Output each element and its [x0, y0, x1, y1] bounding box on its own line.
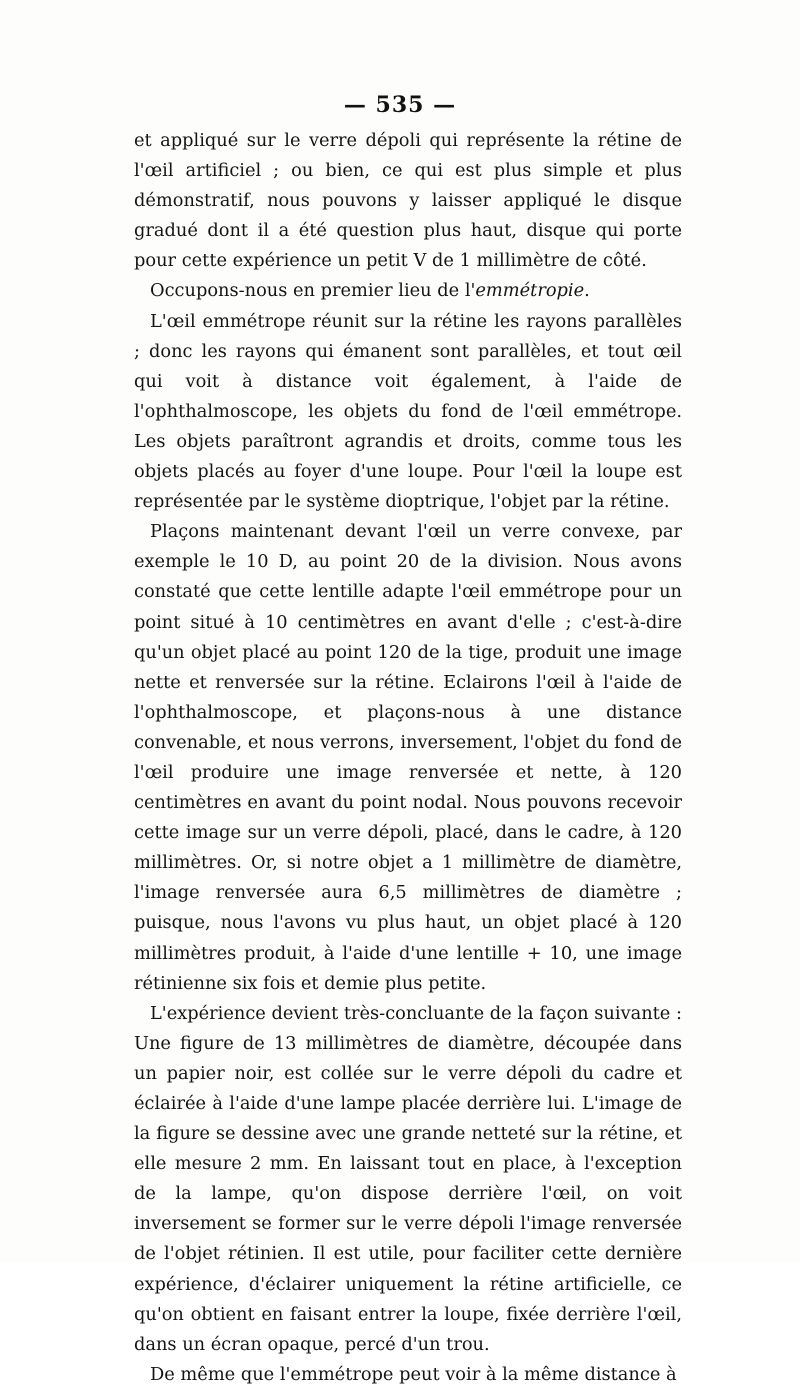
paragraph-experiment: L'expérience devient très-concluante de la façon suivante : Une figure de 13 millimètres de diamètre, découpée dans un papier noir, est collée sur le verre dépoli du cadre et éclairée à l'aide d'une lampe placée derrière lui. L'image de la figure se dessine avec une grande netteté sur la rétine, et elle mesure 2 mm. En laissant tout en place, à l'exception de la lampe, qu'on dispose derrière l'œil, on voit inversement se former sur le verre dépoli l'image renversée de l'objet rétinien. Il est utile, pour faciliter cette dernière expérience, d'éclairer uniquement la rétine artificielle, ce qu'on obtient en faisant entrer la loupe, fixée derrière l'œil, dans un écran opaque, percé d'un trou. — [134, 1002, 682, 1355]
paragraph-continuation: et appliqué sur le verre dépoli qui représente la rétine de l'œil artificiel ; ou bien, ce qui est plus simple et plus démonstratif, nous pouvons y laisser appliqué le disque gradué dont il a été question plus haut, disque qui porte pour cette expérience un petit V de 1 millimètre de côté. — [134, 130, 682, 272]
paragraph-text-after: . — [584, 280, 590, 302]
paragraph-convex-lens: Plaçons maintenant devant l'œil un verre convexe, par exemple le 10 D, au point 20 de la division. Nous avons constaté que cette lentille adapte l'œil emmétrope pour un point situé à 10 centimètres en avant d'elle ; c'est-à-dire qu'un objet placé au point 120 de la tige, produit une image nette et renversée sur la rétine. Eclairons l'œil à l'aide de l'ophthalmoscope, et plaçons-nous à une distance convenable, et nous verrons, inversement, l'objet du fond de l'œil produire une image renversée et nette, à 120 centimètres en avant du point nodal. Nous pouvons recevoir cette image sur un verre dépoli, placé, dans le cadre, à 120 millimètres. Or, si notre objet a 1 millimètre de diamètre, l'image renversée aura 6,5 millimètres de diamètre ; puisque, nous l'avons vu plus haut, un objet placé à 120 millimètres produit, à l'aide d'une lentille + 10, une image rétinienne six fois et demie plus petite. — [134, 521, 682, 994]
page-number: — 535 — — [343, 92, 457, 118]
body-text — [134, 126, 682, 1390]
italic-term-emmetropie: emmétropie — [475, 280, 585, 302]
paragraph-text-before: Occupons-nous en premier lieu de l' — [150, 280, 476, 302]
paragraph-emmetrope-eye: L'œil emmétrope réunit sur la rétine les rayons parallèles ; donc les rayons qui émanent sont parallèles, et tout œil qui voit à distance voit également, à l'aide de l'ophthalmoscope, les objets du fond de l'œil emmétrope. Les objets paraîtront agrandis et droits, comme tous les objets placés au foyer d'une loupe. Pour l'œil la loupe est représentée par le système dioptrique, l'objet par la rétine. — [134, 310, 682, 513]
paragraph-emmetropie-intro — [134, 276, 682, 306]
paragraph-final-line: De même que l'emmétrope peut voir à la même distance à — [150, 1363, 677, 1385]
